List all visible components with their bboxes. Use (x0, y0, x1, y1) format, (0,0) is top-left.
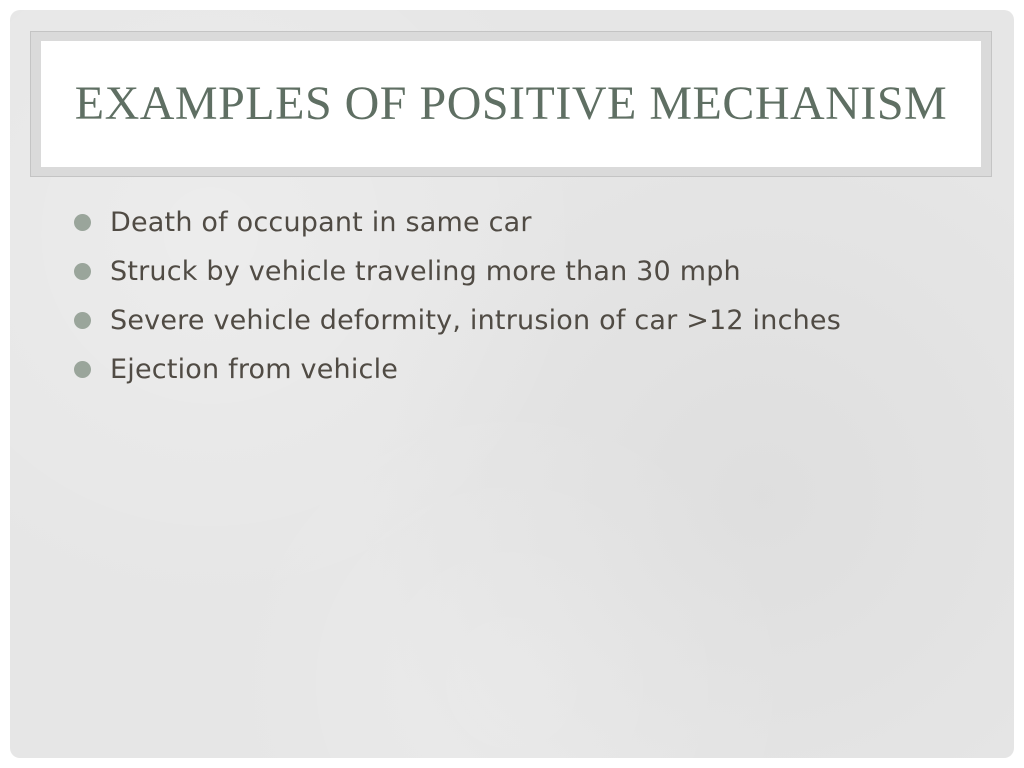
bullet-dot-icon (74, 312, 91, 329)
bullet-list (74, 198, 841, 394)
title-box (41, 41, 981, 167)
bullet-dot-icon (74, 214, 91, 231)
bullet-text: Struck by vehicle traveling more than 30 mph (110, 256, 741, 287)
bullet-dot-icon (74, 263, 91, 280)
bullet-dot-icon (74, 361, 91, 378)
bullet-item (74, 345, 841, 394)
bullet-item (74, 296, 841, 345)
bullet-item (74, 247, 841, 296)
bullet-text: Severe vehicle deformity, intrusion of car >12 inches (110, 305, 842, 336)
slide (10, 10, 1014, 758)
slide-title: EXAMPLES OF POSITIVE MECHANISM (74, 77, 948, 130)
bullet-text: Death of occupant in same car (110, 207, 532, 238)
bullet-text: Ejection from vehicle (110, 354, 399, 385)
bullet-item (74, 198, 841, 247)
title-frame (30, 31, 992, 177)
